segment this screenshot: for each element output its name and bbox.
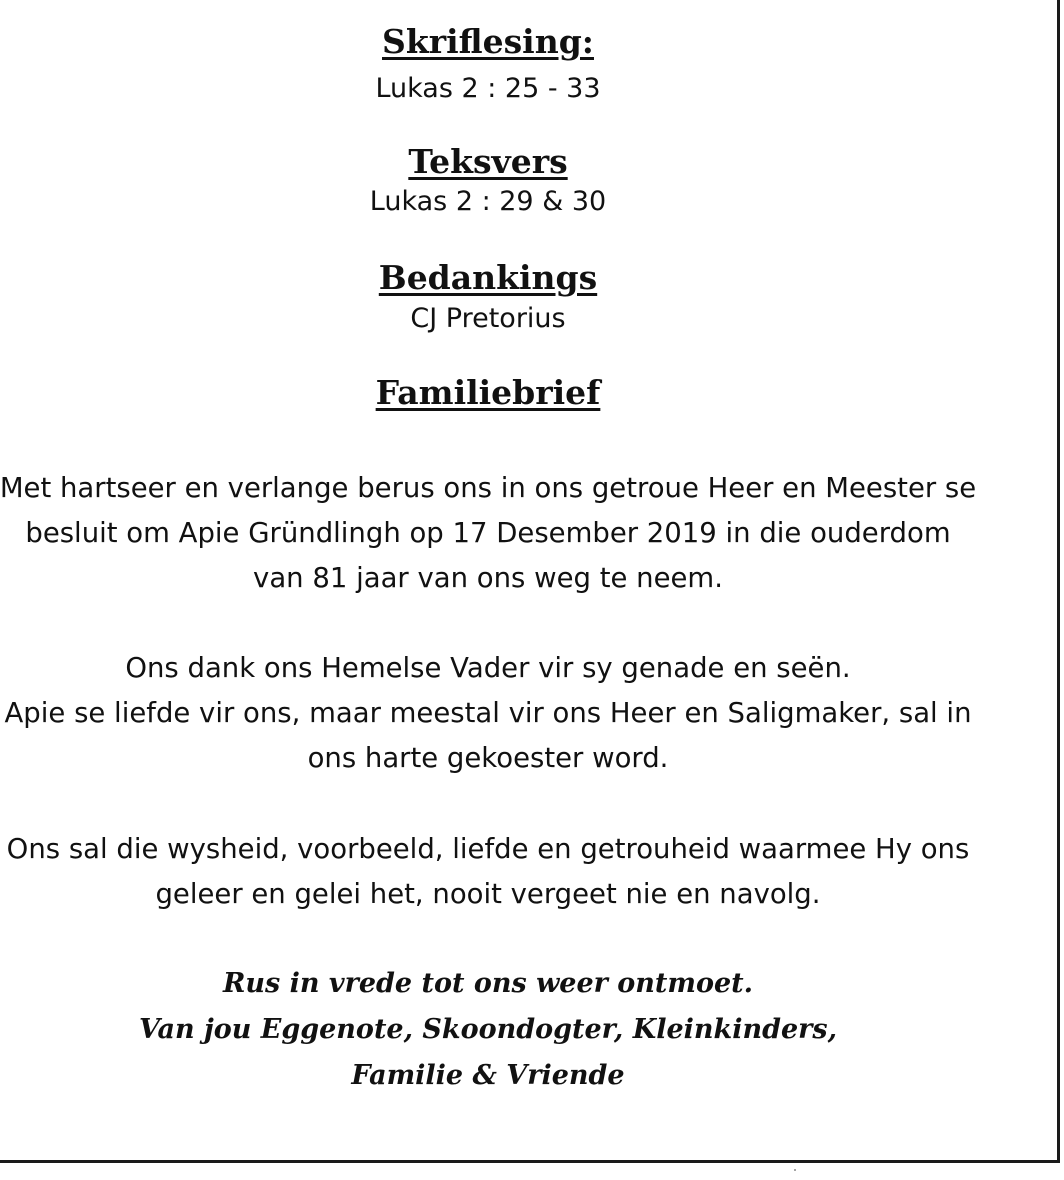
letter-line: Met hartseer en verlange berus ons in ons getroue Heer en Meester se xyxy=(0,472,977,504)
letter-line: geleer en gelei het, nooit vergeet nie en navolg. xyxy=(155,878,821,910)
letter-line: Ons sal die wysheid, voorbeeld, liefde en getrouheid waarmee Hy ons xyxy=(6,833,970,865)
letter-line: Ons dank ons Hemelse Vader vir sy genade en seën. xyxy=(125,652,851,684)
closing-line: Van jou Eggenote, Skoondogter, Kleinkinders, xyxy=(138,1014,837,1045)
skriflesing-reference: Lukas 2 : 25 - 33 xyxy=(375,73,601,104)
letter-paragraph-1 xyxy=(0,466,1006,601)
letter-line: Apie se liefde vir ons, maar meestal vir ons Heer en Saligmaker, sal in xyxy=(4,697,972,729)
letter-line: ons harte gekoester word. xyxy=(307,742,669,774)
familiebrief-heading: Familiebrief xyxy=(375,373,601,412)
closing-signature xyxy=(0,961,976,1099)
skriflesing-heading: Skriflesing: xyxy=(382,22,594,61)
closing-line: Familie & Vriende xyxy=(351,1060,625,1091)
closing-line: Rus in vrede tot ons weer ontmoet. xyxy=(222,968,754,999)
scan-speck xyxy=(794,1169,796,1171)
letter-line: besluit om Apie Gründlingh op 17 Desember 2019 in die ouderdom xyxy=(25,517,951,549)
bedankings-name: CJ Pretorius xyxy=(410,303,566,334)
letter-line: van 81 jaar van ons weg te neem. xyxy=(253,562,723,594)
letter-paragraph-3 xyxy=(0,827,1006,917)
teksvers-heading: Teksvers xyxy=(408,142,568,181)
teksvers-reference: Lukas 2 : 29 & 30 xyxy=(369,186,607,217)
letter-paragraph-2 xyxy=(0,646,1006,781)
bedankings-heading: Bedankings xyxy=(378,258,598,297)
